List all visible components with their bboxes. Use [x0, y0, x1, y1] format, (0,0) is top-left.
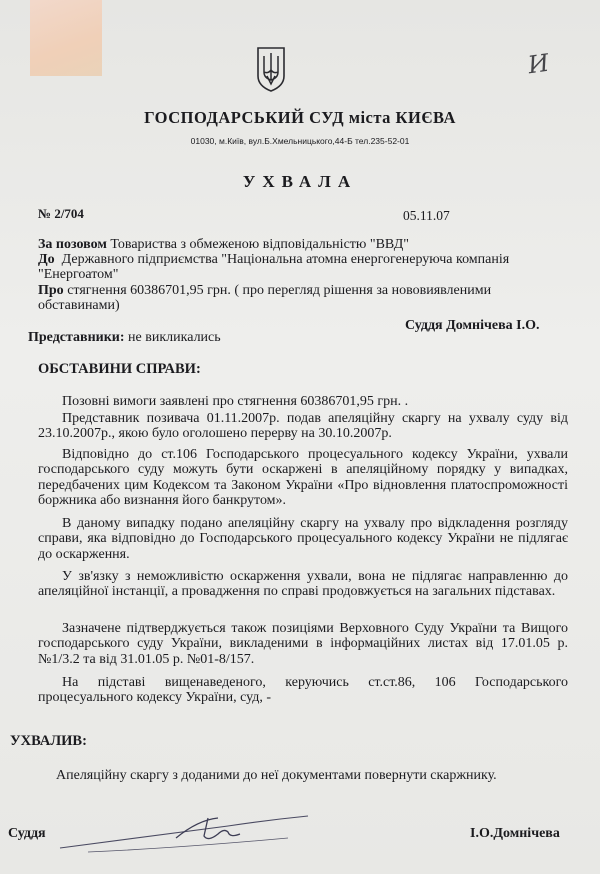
signature-label: Суддя — [8, 826, 46, 841]
paragraph-1: Позовні вимоги заявлені про стягнення 60386701,95 грн. . — [62, 394, 409, 409]
judge-name-footer: І.О.Домнічева — [470, 826, 560, 841]
circumstances-heading: ОБСТАВИНИ СПРАВИ: — [38, 361, 201, 377]
paragraph-5: У зв'язку з неможливістю оскарження ухвали, вона не підлягає направленню до апеляційної інстанції, а провадження по справі продовжується на загальних підставах. — [38, 569, 568, 600]
judge-name-header: Суддя Домнічева І.О. — [405, 318, 540, 333]
subject-label: Про — [38, 283, 64, 298]
subject-line — [38, 283, 491, 298]
respondent-value-continued: "Енергоатом" — [38, 267, 119, 282]
court-address: 01030, м.Київ, вул.Б.Хмельницького,44-Б тел.235-52-01 — [190, 136, 410, 146]
paragraph-4: В даному випадку подано апеляційну скаргу на ухвалу про відкладення розгляду справи, яка відповідно до Господарського процесуального кодексу України не підлягає до оскарження. — [38, 516, 568, 562]
claim-line — [38, 237, 409, 252]
representatives-value: не викликались — [128, 330, 221, 345]
document-date: 05.11.07 — [403, 208, 450, 223]
handwritten-mark: И — [526, 48, 551, 80]
representatives-line — [28, 330, 221, 345]
representatives-label: Представники: — [28, 330, 125, 345]
paragraph-6: Зазначене підтверджується також позиціями Верховного Суду України та Вищого господарського суду України, викладеними в інформаційних листах від 17.01.05 р. №1/3.2 та від 31.01.05 р. №01-8/157. — [38, 621, 568, 667]
decision-text: Апеляційну скаргу з доданими до неї документами повернути скаржнику. — [56, 768, 497, 783]
paragraph-3: Відповідно до ст.106 Господарського процесуального кодексу України, ухвали господарського суду можуть бути оскаржені в апеляційному порядку у випадках, передбачених цим Кодексом та Законом України «Про відновлення платоспроможності боржника або визнання його банкрутом». — [38, 447, 568, 509]
case-number: № 2/704 — [38, 206, 84, 221]
respondent-label: До — [38, 252, 55, 267]
respondent-value: Державного підприємства "Національна атомна енергогенеруюча компанія — [61, 252, 510, 267]
paper-sticker — [30, 0, 102, 76]
claim-value: Товариства з обмеженою відповідальністю "ВВД" — [110, 237, 409, 252]
subject-value-continued: обставинами) — [38, 298, 120, 313]
court-name: ГОСПОДАРСЬКИЙ СУД міста КИЄВА — [144, 108, 456, 127]
respondent-line — [38, 252, 509, 267]
paragraph-7: На підставі вищенаведеного, керуючись ст.ст.86, 106 Господарського процесуального кодексу України, суд, - — [38, 675, 568, 706]
document-title: УХВАЛА — [242, 172, 358, 191]
trident-emblem-icon — [255, 46, 287, 92]
handwritten-signature-icon — [58, 808, 348, 858]
claim-label: За позовом — [38, 237, 107, 252]
paragraph-2: Представник позивача 01.11.2007р. подав апеляційну скаргу на ухвалу суду від 23.10.2007р., якою було оголошено перерву на 30.10.2007р. — [38, 411, 568, 442]
subject-value: стягнення 60386701,95 грн. ( про перегляд рішення за нововиявленими — [67, 283, 492, 298]
decided-heading: УХВАЛИВ: — [10, 733, 87, 749]
